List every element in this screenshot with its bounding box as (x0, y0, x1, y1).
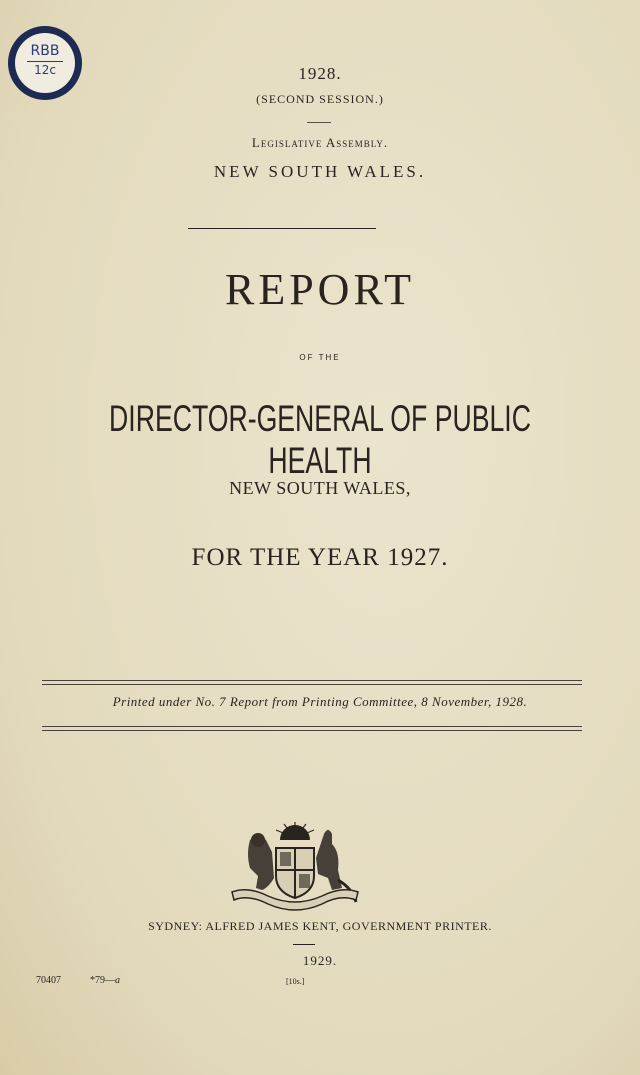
price-label: [10s.] (286, 977, 305, 986)
print-code-main: *79— (90, 975, 115, 986)
header-dash (307, 122, 331, 123)
lower-rule-a (42, 726, 582, 727)
imprint-year: 1929. (302, 953, 338, 968)
imprint-rule (293, 944, 315, 945)
title-state: NEW SOUTH WALES, (229, 478, 411, 498)
stamp-line-2: 12c (27, 61, 63, 78)
header-state: NEW SOUTH WALES. (213, 162, 427, 181)
print-code-suffix: a (115, 975, 120, 986)
serial-number: 70407 (36, 975, 61, 986)
upper-rule-a (42, 680, 582, 681)
printer-imprint: SYDNEY: ALFRED JAMES KENT, GOVERNMENT PRINTER. (148, 919, 492, 933)
upper-rule-b (42, 684, 582, 685)
library-stamp-inner (15, 33, 75, 93)
coat-of-arms-icon (228, 818, 362, 914)
report-heading: REPORT (224, 265, 416, 314)
of-the-label: OF THE (299, 353, 341, 362)
session-label: (SECOND SESSION.) (256, 92, 384, 106)
stamp-line-1: RBB (30, 43, 60, 59)
report-period: FOR THE YEAR 1927. (191, 544, 449, 571)
office-title: DIRECTOR-GENERAL OF PUBLIC HEALTH (109, 398, 531, 481)
lower-rule-b (42, 730, 582, 731)
printed-note: Printed under No. 7 Report from Printing Committee, 8 November, 1928. (112, 694, 528, 709)
session-year: 1928. (298, 64, 342, 83)
print-code (90, 975, 120, 986)
title-rule (188, 228, 376, 229)
assembly-label: Legislative Assembly. (251, 135, 389, 150)
library-stamp (8, 26, 82, 100)
